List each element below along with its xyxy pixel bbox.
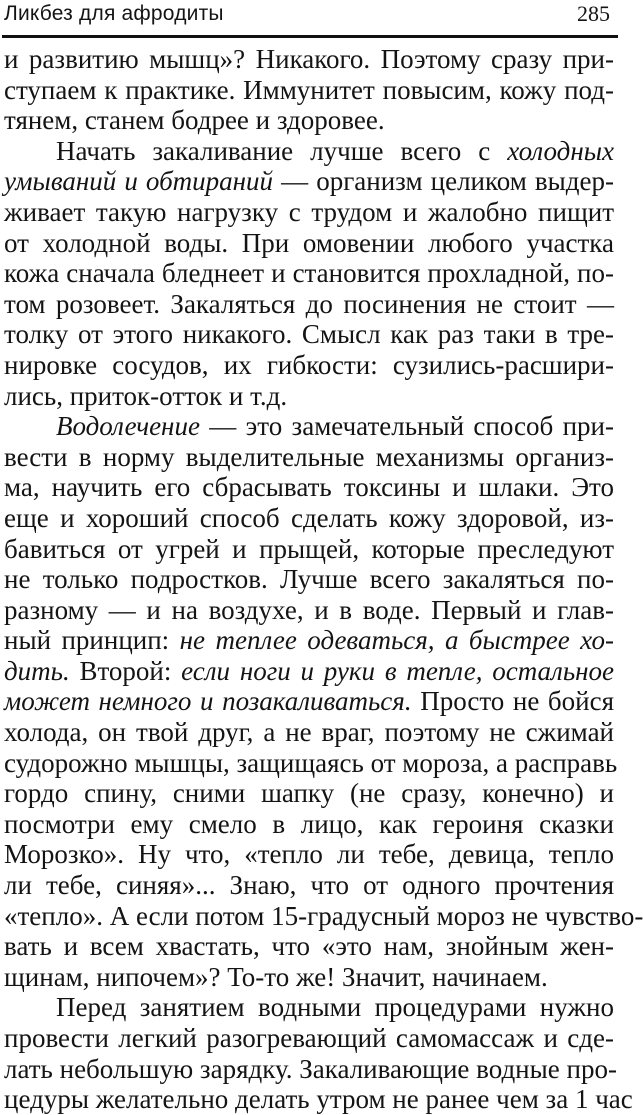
text-run: судорожно мышцы, защищаясь от мороза, а расправь <box>4 747 618 778</box>
text-line <box>4 686 614 717</box>
text-run: бавиться от угрей и прыщей, которые преследуют <box>4 533 614 564</box>
text-run: Перед занятием водными процедурами нужно <box>56 992 614 1023</box>
text-line <box>4 534 614 565</box>
text-run: Просто не бойся <box>411 686 615 717</box>
text-run: Второй: <box>69 655 182 686</box>
text-line <box>4 350 614 381</box>
text-line <box>4 656 614 687</box>
text-run: тянем, станем бодрее и здоровее. <box>4 105 385 136</box>
text-run: живает такую нагрузку с трудом и жалобно пищит <box>4 196 614 227</box>
text-line <box>4 1023 614 1054</box>
text-line <box>4 197 614 228</box>
text-line <box>4 900 643 932</box>
page-header <box>4 0 610 30</box>
text-line <box>4 228 614 259</box>
text-run: от холодной воды. При омовении любого участка <box>4 227 614 258</box>
text-run: посмотри ему смело в лицо, как героиня сказки <box>4 808 614 839</box>
text-run: кожа сначала бледнеет и становится прохладной, по- <box>4 258 614 289</box>
text-line <box>4 258 614 289</box>
text-run: лать небольшую зарядку. Закаливающие водные про- <box>4 1053 617 1084</box>
text-line <box>4 1053 617 1085</box>
text-line <box>4 717 614 748</box>
text-line <box>4 381 614 412</box>
text-line <box>4 564 614 595</box>
text-run: провести легкий разогревающий самомассаж и сде- <box>4 1023 614 1053</box>
text-run: разному — и на воздухе, и в воде. Первый и глав- <box>4 594 614 625</box>
italic-text: умываний и обтираний <box>4 166 274 197</box>
text-run: нировке сосудов, их гибкости: сузились-расшири- <box>4 349 614 380</box>
italic-text: дить. <box>4 655 70 686</box>
text-line <box>4 931 614 962</box>
text-line <box>4 472 614 503</box>
text-run: ли тебе, синяя»... Знаю, что от одного прочтения <box>4 870 614 901</box>
text-line <box>4 1084 633 1115</box>
text-run: Начать закаливание лучше всего с <box>56 135 508 166</box>
text-line <box>4 442 614 473</box>
italic-text: Водолечение <box>56 411 200 442</box>
text-run: ный принцип: <box>4 625 180 656</box>
text-line <box>4 747 618 779</box>
text-line <box>4 870 614 901</box>
text-line <box>4 319 614 350</box>
text-run: «тепло». А если потом 15-градусный мороз не чувство- <box>4 900 643 931</box>
text-run: гордо спину, сними шапку (не сразу, конечно) и <box>4 778 614 809</box>
text-run: не только подростков. Лучше всего закаляться по- <box>4 564 614 595</box>
text-run: Морозко». Ну что, «тепло ли тебе, девица, тепло <box>4 839 614 870</box>
italic-text: если ноги и руки в тепле, остальное <box>181 655 614 686</box>
text-line <box>4 809 614 840</box>
text-run: вать и всем хвастать, что «это нам, знойным жен- <box>4 931 614 962</box>
text-run: и развитию мышц»? Никакого. Поэтому сразу при- <box>4 44 614 74</box>
text-run: щинам, нипочем»? То-то же! Значит, начинаем. <box>4 961 548 992</box>
text-run: — организм целиком выдер- <box>273 166 614 197</box>
italic-text: может немного и позакаливаться. <box>4 686 412 717</box>
text-run: еще и хороший способ сделать кожу здоровой, из- <box>4 502 614 533</box>
text-line <box>4 166 614 197</box>
text-run: — это замечательный способ при- <box>199 411 614 442</box>
italic-text: не теплее одеваться, а быстрее хо- <box>179 625 614 656</box>
text-line <box>4 44 614 75</box>
text-run: том розовеет. Закаляться до посинения не стоит — <box>4 288 614 319</box>
text-line <box>4 75 614 106</box>
running-title: Ликбез для афродиты <box>4 2 224 25</box>
text-run: ступаем к практике. Иммунитет повысим, кожу под- <box>4 74 614 105</box>
text-line <box>4 289 614 320</box>
text-line <box>4 136 614 167</box>
text-line <box>4 962 614 993</box>
text-line <box>4 839 614 870</box>
text-line <box>4 411 614 442</box>
text-line <box>4 625 614 656</box>
text-line <box>4 595 614 626</box>
text-line <box>4 992 614 1023</box>
page-number: 285 <box>577 1 610 26</box>
text-run: цедуры желательно делать утром не ранее чем за 1 час <box>4 1084 633 1115</box>
text-run: вести в норму выделительные механизмы организ- <box>4 441 614 472</box>
header-rule <box>2 35 618 38</box>
body-text <box>4 44 643 1115</box>
text-line <box>4 503 614 534</box>
text-line <box>4 105 614 136</box>
text-line <box>4 778 614 809</box>
text-run: лись, приток-отток и т.д. <box>4 380 288 411</box>
text-run: холода, он твой друг, а не враг, поэтому не сжимай <box>4 717 614 748</box>
text-run: толку от этого никакого. Смысл как раз таки в тре- <box>4 319 614 350</box>
italic-text: холодных <box>507 135 614 166</box>
text-run: ма, научить его сбрасывать токсины и шлаки. Это <box>4 472 614 503</box>
